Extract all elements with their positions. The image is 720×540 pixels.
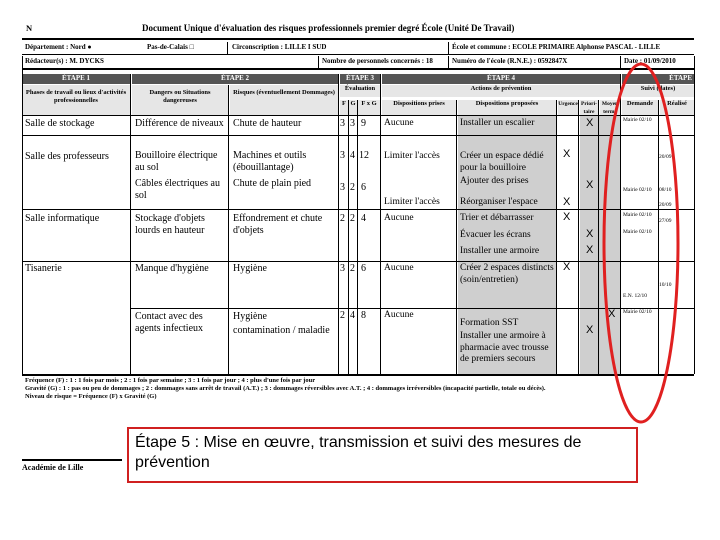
ecole-commune-field: École et commune : ECOLE PRIMAIRE Alphonse PASCAL - LILLE <box>452 43 661 51</box>
row5-mark-b: X <box>586 324 594 336</box>
row3-prop-c: Installer une armoire <box>460 246 540 256</box>
row2-mark-b: X <box>586 179 594 191</box>
row3-prop-a: Trier et débarrasser <box>460 213 534 223</box>
etape-5-header: ÉTAPE <box>622 74 694 84</box>
row3-mark-c: X <box>586 244 594 256</box>
row2-fg-a: 12 <box>359 150 369 161</box>
academie-label: Académie de Lille <box>22 459 122 472</box>
legend-niveau: Niveau de risque = Fréquence (F) x Gravité (G) <box>25 393 157 400</box>
row2-prises-b: Limiter l'accès <box>384 197 440 207</box>
dispositions-proposees-header: Dispositions proposées <box>458 100 556 115</box>
evaluation-header: Évaluation <box>340 85 380 97</box>
f-header: F <box>340 100 348 115</box>
row4-fg: 6 <box>361 263 366 274</box>
legend <box>25 377 685 401</box>
risk-assessment-document <box>22 20 694 400</box>
row3-prises: Aucune <box>384 213 414 223</box>
row2-mark-c: X <box>563 196 571 208</box>
row1-prises: Aucune <box>384 118 414 128</box>
g-header: G <box>349 100 357 115</box>
etape-1-header: ÉTAPE 1 <box>22 74 130 84</box>
fxg-header: F x G <box>358 100 380 115</box>
row2-prises-a: Limiter l'accès <box>384 151 440 161</box>
row2-suivi-a: 20/09 <box>659 154 672 160</box>
row2-risque-a: Machines et outils (ébouillantage) <box>233 150 307 173</box>
row5-mark-a: X <box>608 308 616 320</box>
row2-g-b: 2 <box>350 182 355 193</box>
row2-g-a: 4 <box>350 150 355 161</box>
row1-lieu: Salle de stockage <box>25 118 95 129</box>
row4-risque: Hygiène <box>233 263 267 274</box>
row2-fg-b: 6 <box>361 182 366 193</box>
personnels-field: Nombre de personnels concernés : 18 <box>322 57 433 65</box>
row4-suivi-a: 10/10 <box>659 282 672 288</box>
redacteurs-field: Rédacteur(s) : M. DYCKS <box>25 57 104 65</box>
demande-header: Demande <box>622 100 658 115</box>
document-title: Document Unique d'évaluation des risques professionnels premier degré École (Unité De Travail) <box>142 23 515 33</box>
row2-suivi-b2: 08/10 <box>659 187 672 193</box>
row4-f: 3 <box>340 263 345 274</box>
etape-2-header: ÉTAPE 2 <box>132 74 338 84</box>
row3-lieu: Salle informatique <box>25 213 100 224</box>
row4-danger: Manque d'hygiène <box>135 263 209 274</box>
row3-mark-b: X <box>586 228 594 240</box>
etape-4-header: ÉTAPE 4 <box>382 74 620 84</box>
row5-f: 2 <box>340 310 345 321</box>
row3-prop-b: Évacuer les écrans <box>460 230 531 240</box>
risques-header: Risques (éventuellement Dommages) <box>230 85 338 115</box>
row1-suivi: Mairie 02/10 <box>623 117 652 123</box>
moyen-terme-header: Moyen terme <box>601 101 619 115</box>
rne-field: Numéro de l'école (R.N.E.) : 0592847X <box>452 57 568 65</box>
row1-proposees: Installer un escalier <box>460 118 535 128</box>
etape-5-caption: Étape 5 : Mise en œuvre, transmission et suivi des mesures de prévention <box>127 427 638 483</box>
row4-prop: Créer 2 espaces distincts (soin/entretien) <box>460 263 554 285</box>
prioritaire-header: Priori-taire <box>581 101 597 115</box>
row3-suivi-a2: 27/09 <box>659 218 672 224</box>
corner-mark: N <box>26 23 33 33</box>
row1-danger: Différence de niveaux <box>135 118 224 129</box>
urgence-header: Urgence <box>558 100 578 115</box>
info-row-2 <box>22 56 694 70</box>
row1-g: 3 <box>350 118 355 129</box>
row3-danger: Stockage d'objets lourds en hauteur <box>135 213 205 236</box>
row5-prises: Aucune <box>384 310 414 320</box>
row2-prop-a: Créer un espace dédié pour la bouilloire <box>460 151 544 173</box>
row2-risque-b: Chute de plain pied <box>233 178 312 189</box>
info-row-1 <box>22 42 694 55</box>
dangers-header: Dangers ou Situations dangereuses <box>132 85 228 115</box>
row5-risque-b: contamination / maladie <box>233 325 330 336</box>
document-title-row <box>22 20 694 40</box>
date-field: Date : 01/09/2010 <box>624 57 676 65</box>
row5-g: 4 <box>350 310 355 321</box>
row5-suivi: Mairie 02/10 <box>623 309 652 315</box>
row5-prop-b: Installer une armoire à pharmacie avec trousse de premiers secours <box>460 331 549 364</box>
row5-prop-a: Formation SST <box>460 318 519 328</box>
dispositions-prises-header: Dispositions prises <box>382 100 456 115</box>
row4-suivi-b: E.N. 12/10 <box>623 293 647 299</box>
row3-suivi-a: Mairie 02/10 <box>623 212 652 218</box>
suivi-highlight-ellipse <box>600 60 682 426</box>
pas-de-calais-field: Pas-de-Calais □ <box>147 43 194 51</box>
etape-3-header: ÉTAPE 3 <box>340 74 380 84</box>
row4-prises: Aucune <box>384 263 414 273</box>
row3-mark-a: X <box>563 211 571 223</box>
row3-fg: 4 <box>361 213 366 224</box>
realise-header: Réalisé <box>660 100 694 115</box>
row3-risque: Effondrement et chute d'objets <box>233 213 323 236</box>
row5-danger: Contact avec des agents infectieux <box>135 311 204 334</box>
row4-mark: X <box>563 261 571 273</box>
row2-lieu: Salle des professeurs <box>25 151 109 162</box>
row1-risque: Chute de hauteur <box>233 118 302 129</box>
row1-f: 3 <box>340 118 345 129</box>
legend-gravite: Gravité (G) : 1 : pas ou peu de dommages ; 2 : dommages sans arrêt de travail (A.T.) ; 3 : dommages réversibles avec A.T. ; 4 : dommages irréversibles (incapacité partielle, totale ou décès). <box>25 385 546 392</box>
actions-header: Actions de prévention <box>382 85 620 97</box>
row2-danger-b: Câbles électriques au sol <box>135 178 220 201</box>
row2-f-b: 3 <box>340 182 345 193</box>
phases-header: Phases de travail ou lieux d'activités professionnelles <box>22 85 130 115</box>
row1-fg: 9 <box>361 118 366 129</box>
row2-f-a: 3 <box>340 150 345 161</box>
circonscription-field: Circonscription : LILLE I SUD <box>232 43 327 51</box>
row2-danger-a: Bouilloire électrique au sol <box>135 150 218 173</box>
row2-suivi-b: Mairie 02/10 <box>623 187 652 193</box>
departement-field: Département : Nord ● <box>25 43 92 51</box>
row3-g: 2 <box>350 213 355 224</box>
row4-lieu: Tisanerie <box>25 263 62 274</box>
row3-suivi-b: Mairie 02/10 <box>623 229 652 235</box>
row2-prop-c: Réorganiser l'espace <box>460 197 538 207</box>
legend-frequence: Fréquence (F) : 1 : 1 fois par mois ; 2 : 1 fois par semaine ; 3 : 1 fois par jour ; 4 : plus d'une fois par jour <box>25 377 316 384</box>
row2-suivi-c: 20/09 <box>659 202 672 208</box>
row1-mark: X <box>586 117 594 129</box>
row2-mark-a: X <box>563 148 571 160</box>
suivi-header: Suivi (dates) <box>622 85 694 97</box>
row5-risque-a: Hygiène <box>233 311 267 322</box>
row5-fg: 8 <box>361 310 366 321</box>
row3-f: 2 <box>340 213 345 224</box>
row2-prop-b: Ajouter des prises <box>460 176 529 186</box>
row4-g: 2 <box>350 263 355 274</box>
